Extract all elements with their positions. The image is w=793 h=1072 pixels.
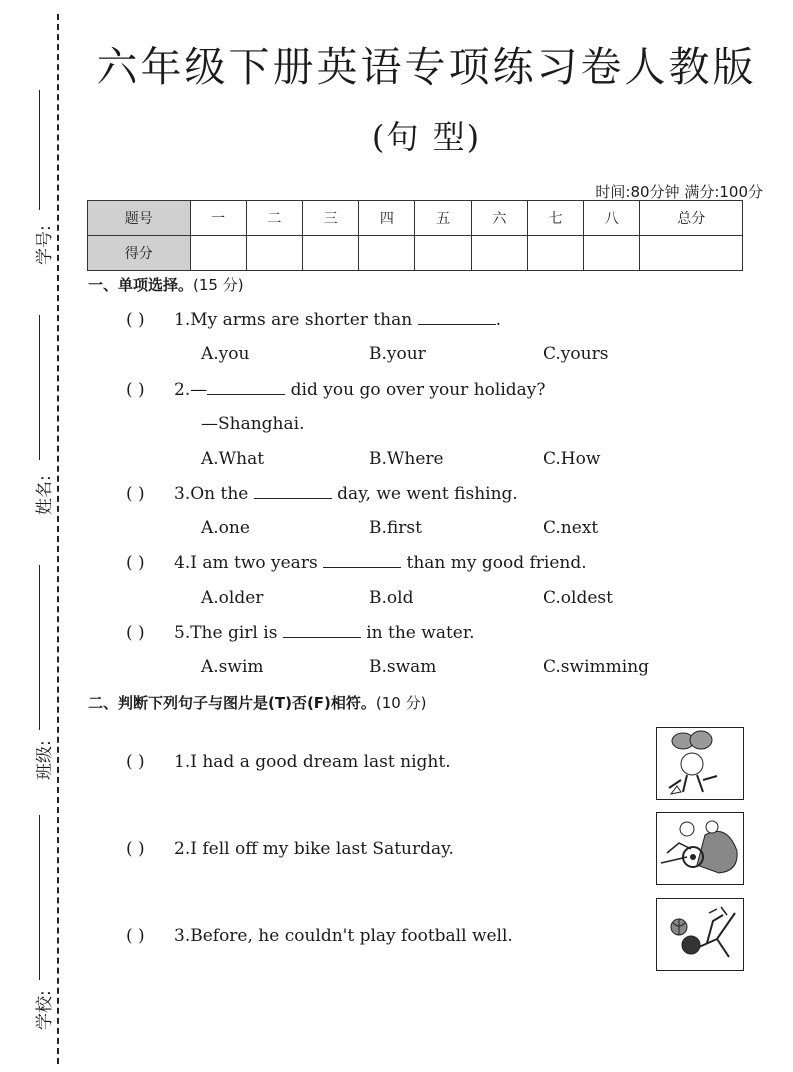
section1-score: (15 分) [193, 276, 244, 294]
question-text-end: day, we went fishing. [337, 484, 518, 504]
score-input-cell[interactable] [471, 236, 527, 271]
question-1 [126, 310, 501, 330]
section2-score: (10 分) [375, 694, 427, 712]
option-b[interactable]: B.Where [369, 449, 444, 469]
boy-playing-ball-picture [656, 898, 744, 971]
question-text-end: . [495, 310, 502, 330]
question-text: 4.I am two years [174, 553, 318, 573]
option-c[interactable]: C.swimming [543, 657, 650, 677]
answer-paren[interactable]: ( ) [126, 752, 145, 772]
score-input-cell[interactable] [246, 236, 302, 271]
question-3 [126, 484, 518, 504]
question-text-end: did you go over your holiday? [290, 380, 546, 400]
score-cell-header: 四 [359, 201, 415, 236]
question-text: 2.— [174, 380, 208, 400]
score-cell-header: 一 [190, 201, 246, 236]
question-text-end: in the water. [366, 623, 475, 643]
section2-heading [88, 692, 426, 713]
option-a[interactable]: A.older [201, 588, 264, 608]
option-b[interactable]: B.first [369, 518, 422, 538]
page-title: 六年级下册英语专项练习卷人教版 [96, 43, 757, 91]
boy-falling-off-bike-picture [656, 812, 744, 885]
score-input-cell[interactable] [527, 236, 583, 271]
answer-paren[interactable]: ( ) [126, 623, 145, 643]
name-field[interactable] [14, 315, 54, 520]
answer-paren[interactable]: ( ) [126, 553, 145, 573]
page-subtitle: (句 型) [371, 118, 482, 156]
score-cell-label: 题号 [88, 201, 191, 236]
question-4 [126, 553, 587, 573]
section1-heading [88, 274, 244, 295]
option-b[interactable]: B.swam [369, 657, 437, 677]
answer-paren[interactable]: ( ) [126, 380, 145, 400]
answer-paren[interactable]: ( ) [126, 926, 145, 946]
answer-blank[interactable] [418, 310, 496, 325]
score-input-cell[interactable] [190, 236, 246, 271]
class-field[interactable] [14, 565, 54, 785]
tf-question-1 [126, 752, 451, 772]
score-table [87, 200, 743, 271]
score-input-cell[interactable] [359, 236, 415, 271]
option-c[interactable]: C.How [543, 449, 601, 469]
score-input-cell[interactable] [584, 236, 640, 271]
question-text: 3.Before, he couldn't play football well. [174, 926, 513, 946]
question-5 [126, 623, 475, 643]
option-c[interactable]: C.next [543, 518, 599, 538]
score-cell-header: 总分 [640, 201, 743, 236]
option-a[interactable]: A.What [201, 449, 265, 469]
class-label: 班级: [35, 740, 55, 780]
answer-blank[interactable] [207, 380, 285, 395]
answer-paren[interactable]: ( ) [126, 839, 145, 859]
answer-blank[interactable] [254, 484, 332, 499]
score-cell-header: 六 [471, 201, 527, 236]
school-field[interactable] [14, 815, 54, 1035]
question-text: 3.On the [174, 484, 249, 504]
student-id-label: 学号: [35, 225, 55, 265]
score-cell-header: 七 [527, 201, 583, 236]
section1-title: 一、单项选择。 [88, 276, 194, 294]
section2-title: 二、判断下列句子与图片是(T)否(F)相符。 [88, 694, 376, 712]
boy-dreaming-picture [656, 727, 744, 800]
answer-blank[interactable] [283, 623, 361, 638]
question-text: 5.The girl is [174, 623, 278, 643]
score-cell-header: 八 [584, 201, 640, 236]
question-text: 1.My arms are shorter than [174, 310, 413, 330]
option-a[interactable]: A.one [201, 518, 250, 538]
school-line [39, 815, 40, 980]
score-table-header-row [88, 201, 743, 236]
answer-paren[interactable]: ( ) [126, 484, 145, 504]
answer-line: —Shanghai. [201, 414, 305, 434]
option-c[interactable]: C.yours [543, 344, 609, 364]
exam-meta: 时间:80分钟 满分:100分 [595, 183, 763, 201]
student-id-field[interactable] [14, 90, 54, 270]
answer-paren[interactable]: ( ) [126, 310, 145, 330]
score-input-cell[interactable] [303, 236, 359, 271]
score-cell-header: 二 [246, 201, 302, 236]
question-text: 1.I had a good dream last night. [174, 752, 451, 772]
option-a[interactable]: A.you [201, 344, 250, 364]
class-line [39, 565, 40, 730]
question-text-end: than my good friend. [406, 553, 587, 573]
question-2 [126, 380, 546, 400]
option-a[interactable]: A.swim [201, 657, 264, 677]
score-cell-label: 得分 [88, 236, 191, 271]
score-table-score-row [88, 236, 743, 271]
student-id-line [39, 90, 40, 210]
name-label: 姓名: [35, 475, 55, 515]
school-label: 学校: [35, 990, 55, 1030]
tf-question-3 [126, 926, 513, 946]
name-line [39, 315, 40, 460]
binding-dashed-line [57, 14, 59, 1064]
tf-question-2 [126, 839, 454, 859]
question-text: 2.I fell off my bike last Saturday. [174, 839, 454, 859]
option-b[interactable]: B.your [369, 344, 426, 364]
option-b[interactable]: B.old [369, 588, 414, 608]
answer-blank[interactable] [323, 553, 401, 568]
score-cell-header: 三 [303, 201, 359, 236]
score-input-cell[interactable] [415, 236, 471, 271]
score-input-cell[interactable] [640, 236, 743, 271]
score-cell-header: 五 [415, 201, 471, 236]
option-c[interactable]: C.oldest [543, 588, 613, 608]
